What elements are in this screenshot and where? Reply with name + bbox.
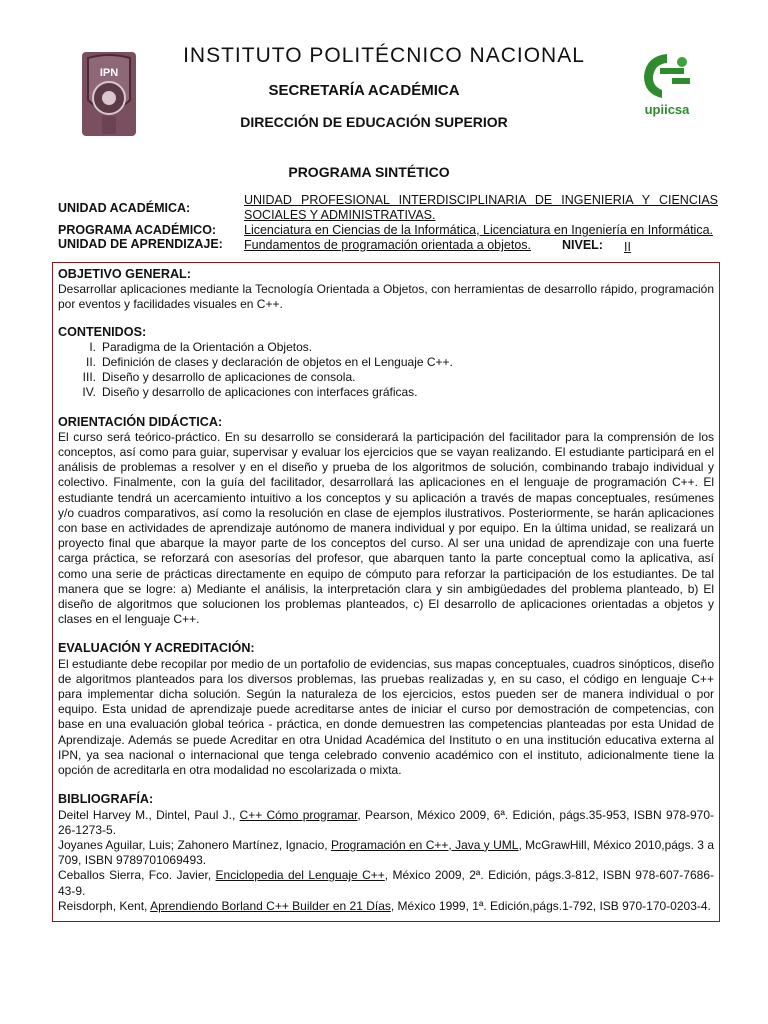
direction-title: DIRECCIÓN DE EDUCACIÓN SUPERIOR: [240, 114, 508, 130]
bibliografia-title: BIBLIOGRAFÍA:: [58, 792, 154, 807]
bib-details: , Pearson, México 2009, 6ª. Edición, págs.35-953, ISBN 978-970-26-1273-5.: [58, 807, 714, 837]
evaluacion-title: EVALUACIÓN Y ACREDITACIÓN:: [58, 641, 255, 656]
upiicsa-logo-text: upiicsa: [644, 102, 690, 117]
bib-details: , México 2009, 2ª. Edición, págs.3-812, ISBN 978-607-7686-43-9.: [58, 868, 714, 898]
contenidos-title: CONTENIDOS:: [58, 324, 147, 339]
programa-row: [58, 223, 718, 238]
bib-title: Aprendiendo Borland C++ Builder en 21 Días: [150, 898, 391, 913]
contenidos-list: [58, 340, 714, 401]
program-content-box: [52, 262, 720, 922]
list-item-text: Diseño y desarrollo de aplicaciones con interfaces gráficas.: [102, 385, 418, 400]
nivel-label: NIVEL:: [562, 238, 603, 252]
bib-author: Deitel Harvey M., Dintel, Paul J.,: [58, 807, 240, 822]
list-item-number: I.: [89, 339, 96, 354]
program-type-title: PROGRAMA SINTÉTICO: [288, 164, 450, 180]
list-item-number: IV.: [82, 385, 96, 400]
unidad-academica-label: UNIDAD ACADÉMICA:: [58, 201, 191, 215]
unidad-academica-row: [58, 193, 718, 223]
objetivo-title: OBJETIVO GENERAL:: [58, 267, 191, 281]
secretariat-title: SECRETARÍA ACADÉMICA: [268, 82, 460, 99]
bib-title: Programación en C++, Java y UML: [330, 837, 519, 852]
list-item-text: Paradigma de la Orientación a Objetos.: [102, 339, 313, 354]
bib-title: C++ Cómo programar: [239, 807, 358, 822]
list-item-text: Diseño y desarrollo de aplicaciones de consola.: [102, 370, 356, 385]
bib-title: Enciclopedia del Lenguaje C++: [215, 868, 385, 883]
list-item-text: Definición de clases y declaración de objetos en el Lenguaje C++.: [102, 355, 453, 370]
list-item-number: II.: [85, 355, 96, 370]
ipn-logo-text: IPN: [99, 67, 119, 79]
list-item: [58, 370, 714, 385]
list-item-number: III.: [82, 370, 96, 385]
programa-label: PROGRAMA ACADÉMICO:: [58, 223, 217, 237]
list-item: [58, 355, 714, 370]
list-item: [58, 340, 714, 355]
unidad-academica-value: UNIDAD PROFESIONAL INTERDISCIPLINARIA DE INGENIERIA Y CIENCIAS SOCIALES Y ADMINISTRATIVAS.: [244, 193, 718, 222]
bibliography-entry: [58, 838, 714, 868]
nivel-value: II: [624, 240, 631, 254]
course-info: [58, 193, 718, 253]
list-item: [58, 385, 714, 400]
unidad-aprendizaje-value: Fundamentos de programación orientada a objetos.: [244, 238, 531, 252]
bib-author: Ceballos Sierra, Fco. Javier,: [58, 868, 216, 883]
bibliografia-list: [58, 808, 714, 914]
bib-details: , México 1999, 1ª. Edición,págs.1-792, ISB 970-170-0203-4.: [390, 898, 711, 913]
bib-author: Reisdorph, Kent,: [58, 898, 151, 913]
bibliography-entry: [58, 899, 714, 914]
institute-title: INSTITUTO POLITÉCNICO NACIONAL: [183, 44, 585, 67]
bib-details: , McGrawHill, México 2010,págs. 3 a 709, ISBN 9789701069493.: [58, 837, 714, 868]
bib-author: Joyanes Aguilar, Luis; Zahonero Martínez, Ignacio,: [58, 837, 331, 852]
objetivo-text: Desarrollar aplicaciones mediante la Tecnología Orientada a Objetos, con herramientas de desarrollo rápido, programación por eventos y facilidades visuales en C++.: [58, 282, 714, 312]
unidad-aprendizaje-label: UNIDAD DE APRENDIZAJE:: [58, 237, 223, 251]
bibliography-entry: [58, 808, 714, 838]
unidad-aprendizaje-row: [58, 238, 718, 253]
orientacion-text: El curso será teórico-práctico. En su desarrollo se considerará la participación del facilitador para la comprensión de los conceptos, así como para guiar, supervisar y evaluar los ejercicios que se vayan realizando. El estudiante participará en el análisis de problemas a resolver y en el diseño y prueba de los algoritmos de solución, combinando trabajo individual y colectivo. Finalmente, con la guía del facilitador, desarrollará las aplicaciones en el lenguaje de programación C++. El estudiante tendrá un acercamiento intuitivo a los conceptos y su aplicación a través de mapas conceptuales, resúmenes y/o cuadros comparativos, así como la resolución en clase de ejemplos ilustrativos. Posteriormente, se harán aplicaciones con base en actividades de aprendizaje autónomo de manera individual y por equipo. En la última unidad, se realizará un proyecto final que abarque la mayor parte de los conceptos del curso. Al ser una unidad de aprendizaje con una fuerte carga práctica, se reforzará con asesorías del profesor, que abarquen tanto la parte conceptual como la aplicativa, así como una serie de prácticas directamente en equipo de cómputo para reforzar la participación de los estudiantes. De tal manera que se logre: a) Mediante el análisis, la interpretación clara y sin ambigüedades del problema planteado, b) El diseño de algoritmos que solucionen los problemas planteados, c) El desarrollo de aplicaciones orientadas a objetos y clases en el lenguaje C++.: [58, 429, 714, 627]
orientacion-title: ORIENTACIÓN DIDÁCTICA:: [58, 414, 223, 429]
programa-value: Licenciatura en Ciencias de la Informática, Licenciatura en Ingeniería en Informática.: [244, 223, 714, 237]
bibliography-entry: [58, 868, 714, 898]
evaluacion-text: El estudiante debe recopilar por medio de un portafolio de evidencias, sus mapas conceptuales, cuadros sinópticos, diseño de algoritmos planteados para los diversos problemas, las pruebas realizadas y, en su caso, el código en lenguaje C++ para implementar dicha solución. Según la naturaleza de los ejercicios, estos pueden ser de manera individual o por equipo. Esta unidad de aprendizaje puede acreditarse antes de iniciar el curso por demostración de competencias, con base en una evaluación global teórica - práctica, en donde demuestren las competencias planteadas por esta Unidad de Aprendizaje. Además se puede Acreditar en otra Unidad Académica del Instituto o en una institución educativa externa al IPN, ya sea nacional o internacional que tenga celebrado convenio académico con el instituto, adicionalmente tiene la opción de acreditarla en otra modalidad no escolarizada o mixta.: [58, 656, 714, 778]
